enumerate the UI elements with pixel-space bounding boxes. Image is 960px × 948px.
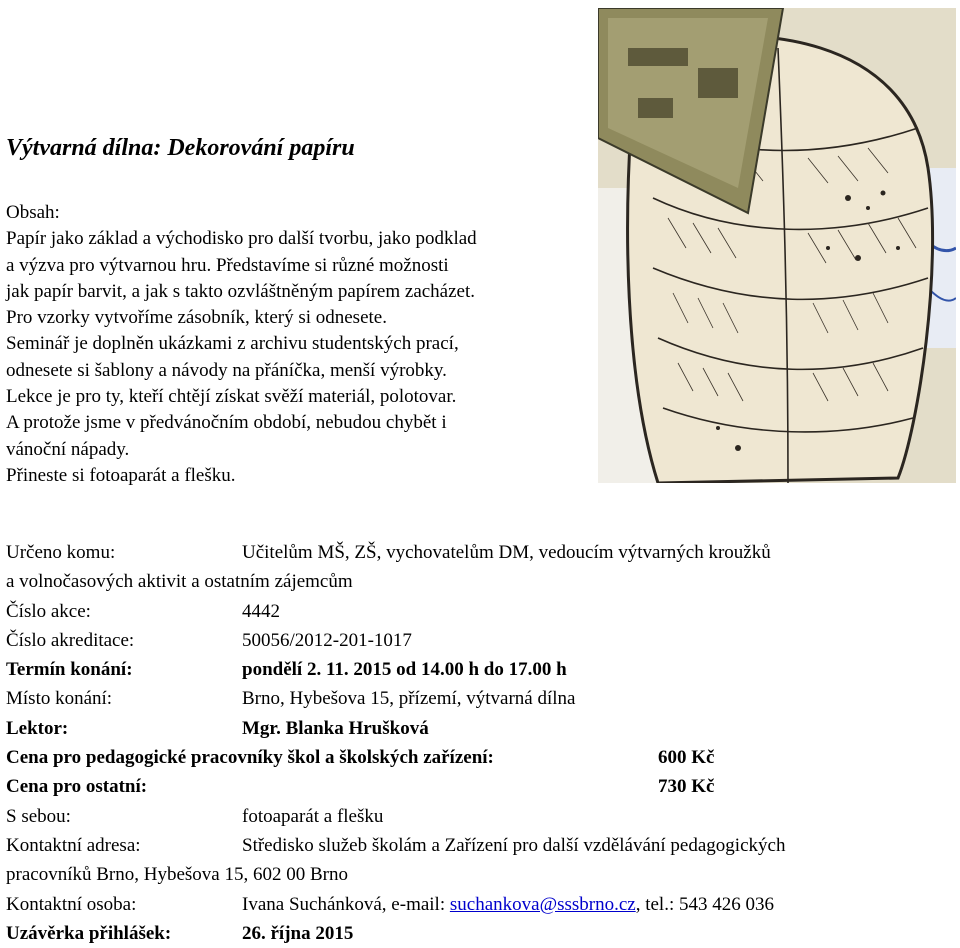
content-line: Papír jako základ a východisko pro další tvorbu, jako podklad <box>6 228 477 250</box>
content-line: Pro vzorky vytvoříme zásobník, který si odnesete. <box>6 307 387 329</box>
target-audience-value: Učitelům MŠ, ZŠ, vychovatelům DM, vedoucím výtvarných kroužků <box>242 542 771 563</box>
deadline-label: Uzávěrka přihlášek: <box>6 922 172 944</box>
target-audience-label: Určeno komu: <box>6 542 116 563</box>
accreditation-value: 50056/2012-201-1017 <box>242 629 412 651</box>
contact-person-label: Kontaktní osoba: <box>6 893 137 915</box>
bring-row <box>6 802 956 831</box>
target-audience-row <box>6 538 956 567</box>
accreditation-label: Číslo akreditace: <box>6 629 135 651</box>
contact-address-label: Kontaktní adresa: <box>6 834 141 856</box>
event-details <box>6 538 956 948</box>
event-number-value: 4442 <box>242 600 280 622</box>
page-title: Výtvarná dílna: Dekorování papíru <box>6 135 355 161</box>
price-others-label: Cena pro ostatní: <box>6 776 148 798</box>
venue-label: Místo konání: <box>6 688 113 710</box>
contact-address-value: Středisko služeb školám a Zařízení pro další vzdělávání pedagogických <box>242 834 786 856</box>
contact-address-row <box>6 831 956 860</box>
price-teachers-label: Cena pro pedagogické pracovníky škol a školských zařízení: <box>6 747 494 769</box>
price-others-value: 730 Kč <box>658 776 715 798</box>
date-value: pondělí 2. 11. 2015 od 14.00 h do 17.00 h <box>242 659 567 681</box>
accreditation-row <box>6 626 956 655</box>
deadline-value: 26. října 2015 <box>242 922 354 944</box>
content-line: Lekce je pro ty, kteří chtějí získat svěží materiál, polotovar. <box>6 386 457 408</box>
content-description <box>6 200 596 489</box>
date-label: Termín konání: <box>6 659 133 681</box>
contact-person-value <box>242 890 774 919</box>
content-line: Přineste si fotoaparát a flešku. <box>6 464 236 486</box>
content-heading: Obsah: <box>6 202 60 223</box>
content-line: A protože jsme v předvánočním období, nebudou chybět i <box>6 412 447 434</box>
lecturer-row <box>6 714 956 743</box>
event-number-label: Číslo akce: <box>6 600 91 622</box>
content-line: jak papír barvit, a jak s takto ozvláštněným papírem zacházet. <box>6 280 476 302</box>
venue-row <box>6 684 956 713</box>
price-others-row <box>6 772 956 801</box>
content-line: a výzva pro výtvarnou hru. Představíme si různé možnosti <box>6 254 449 276</box>
contact-phone: , tel.: 543 426 036 <box>635 893 774 915</box>
content-line: vánoční nápady. <box>6 438 130 460</box>
lecturer-label: Lektor: <box>6 717 69 739</box>
contact-person-row <box>6 890 956 919</box>
bring-label: S sebou: <box>6 805 71 827</box>
contact-person-name: Ivana Suchánková, e-mail: <box>242 893 450 915</box>
contact-address-continuation: pracovníků Brno, Hybešova 15, 602 00 Brno <box>6 864 348 886</box>
venue-value: Brno, Hybešova 15, přízemí, výtvarná dílna <box>242 688 576 710</box>
price-teachers-value: 600 Kč <box>658 747 715 769</box>
target-audience-continuation: a volnočasových aktivit a ostatním zájemcům <box>6 571 353 593</box>
event-number-row <box>6 597 956 626</box>
lecturer-value: Mgr. Blanka Hrušková <box>242 717 429 739</box>
content-line: odnesete si šablony a návody na přáníčka, menší výrobky. <box>6 359 447 381</box>
date-row <box>6 655 956 684</box>
contact-email-link[interactable]: suchankova@sssbrno.cz <box>449 893 636 915</box>
content-line: Seminář je doplněn ukázkami z archivu studentských prací, <box>6 333 459 355</box>
bring-value: fotoaparát a flešku <box>242 805 384 827</box>
paper-artwork-photo <box>598 8 956 483</box>
price-teachers-row <box>6 743 956 772</box>
deadline-row <box>6 919 956 948</box>
